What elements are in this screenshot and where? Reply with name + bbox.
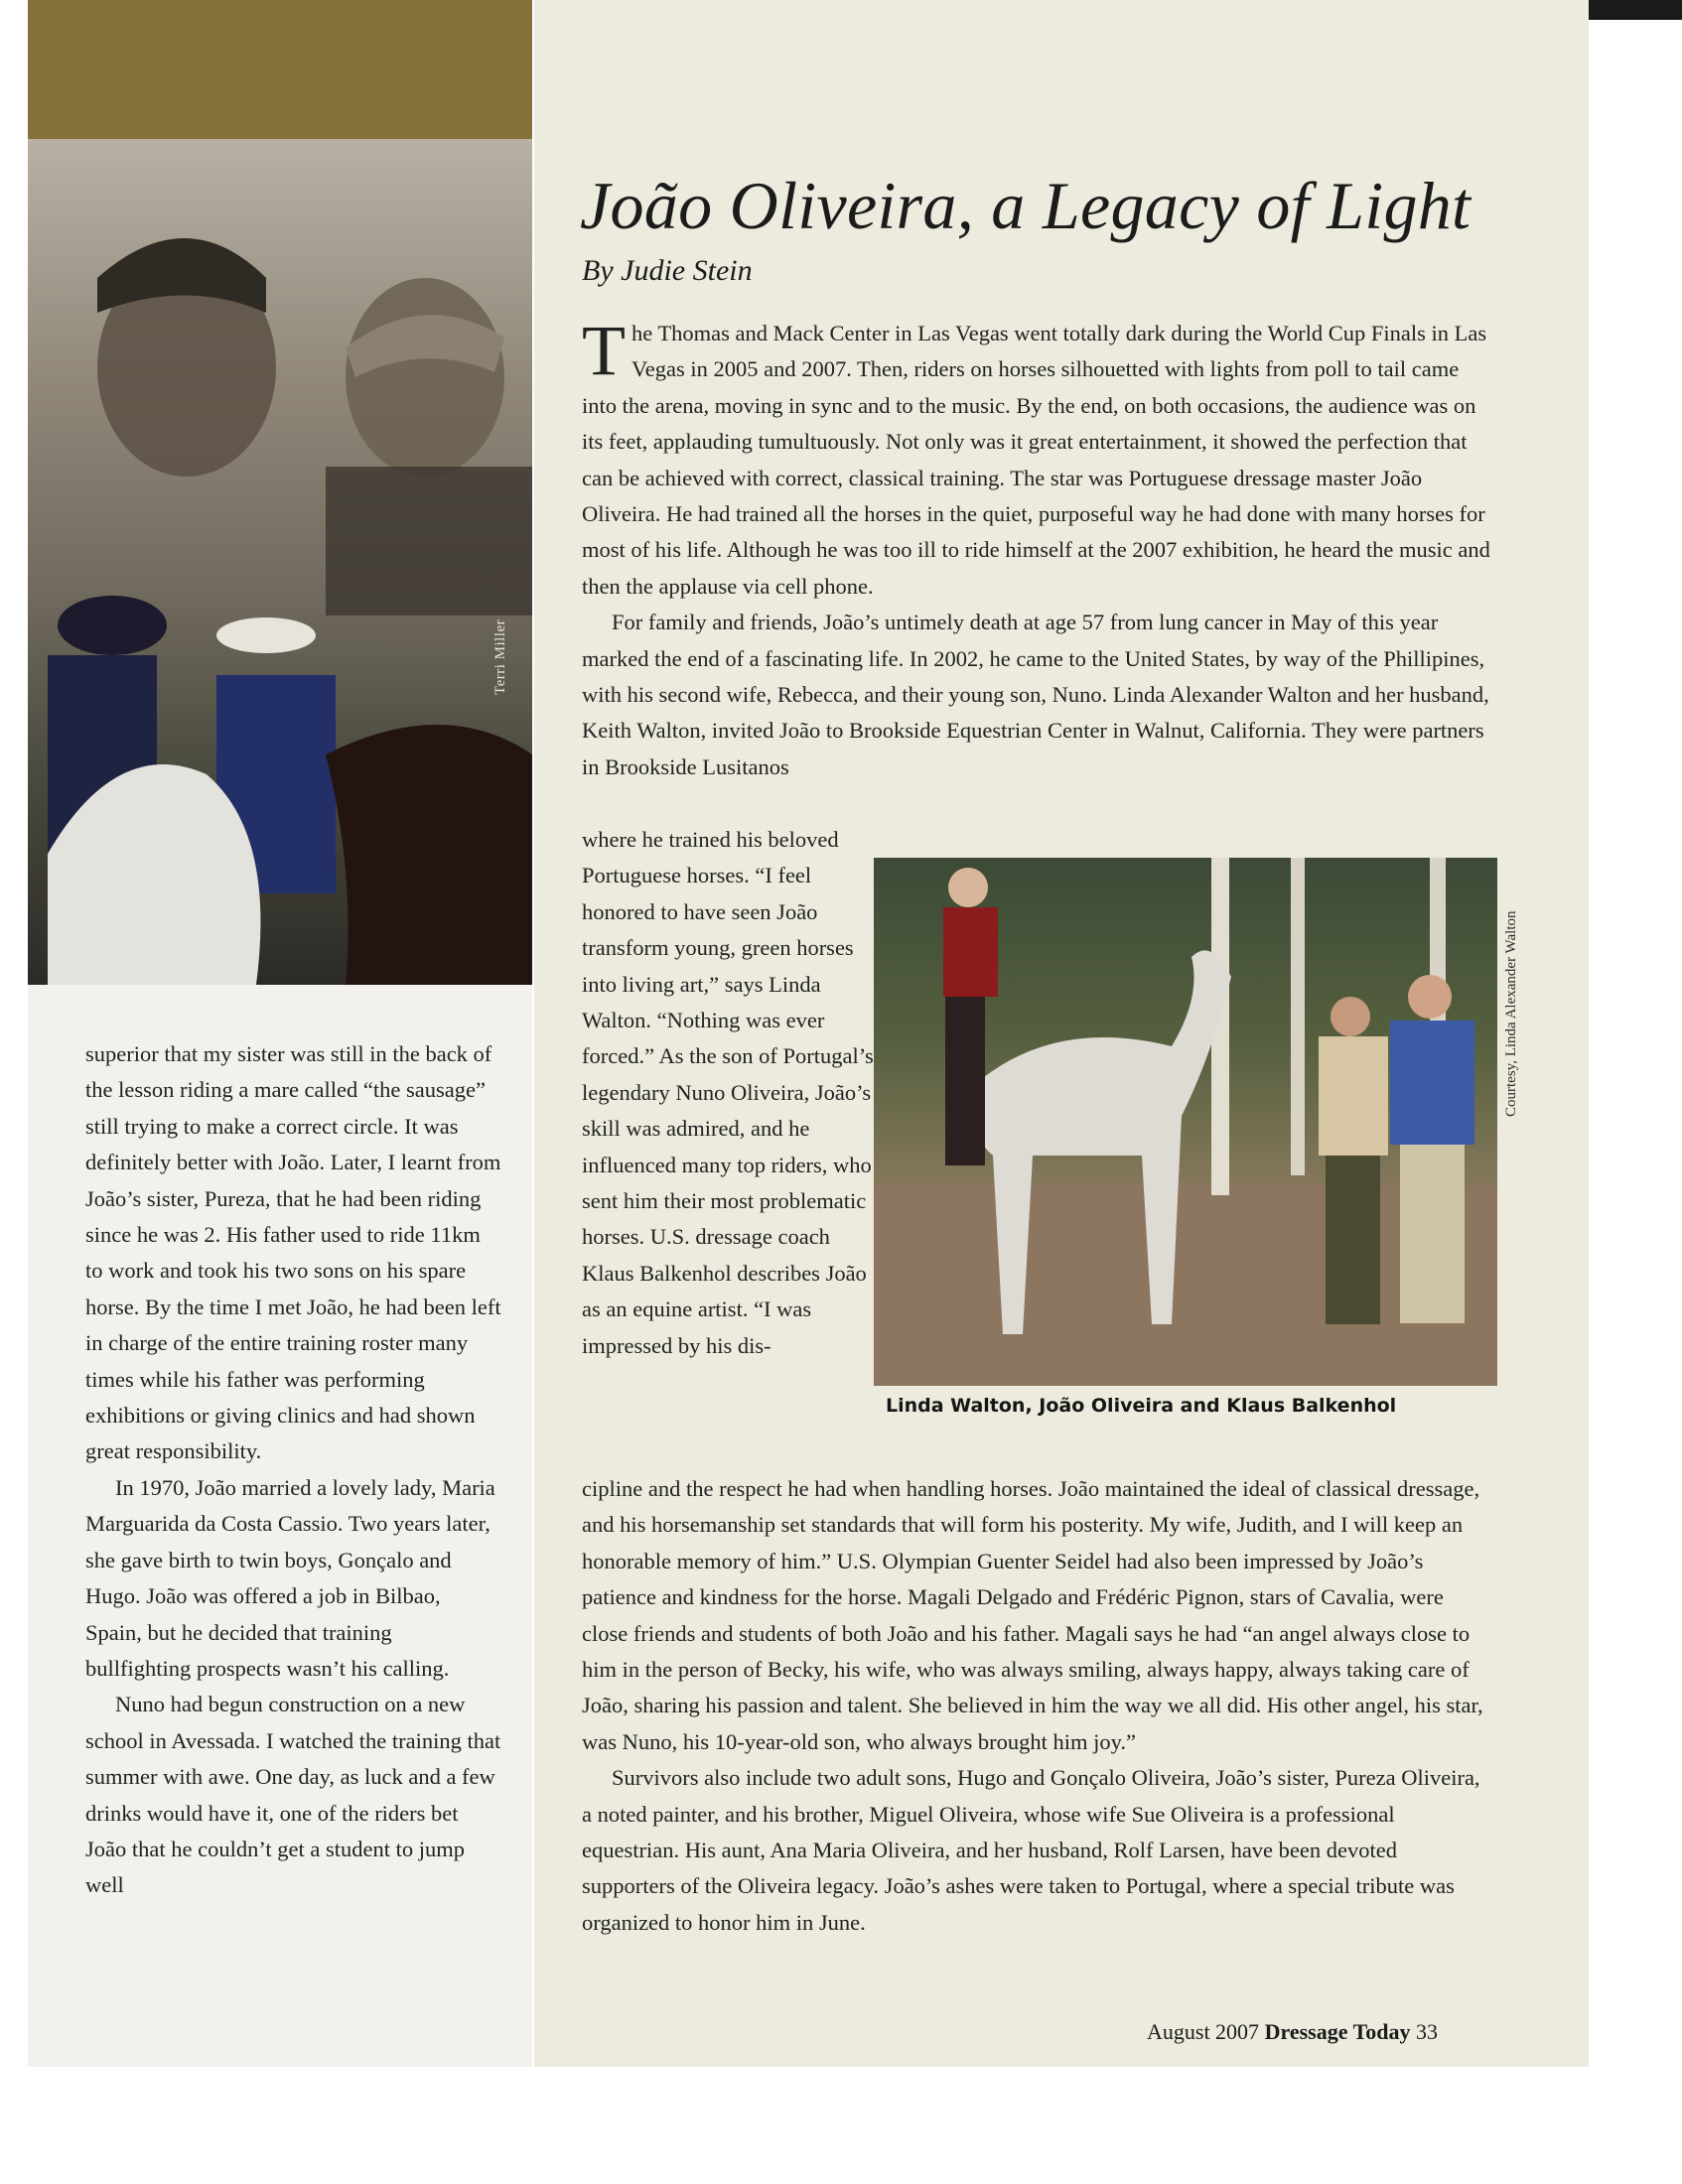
scan-edge (1588, 0, 1682, 20)
article-paragraph-1-text: he Thomas and Mack Center in Las Vegas went totally dark during the World Cup Finals in Las Vegas in 2005 and 2007. Then, riders on horses silhouetted with lights from poll to tail came into the arena, moving in sync and to the music. By the end, on both occasions, the audience was on its feet, applauding tumultuously. Not only was it great entertainment, it showed the perfection that can be achieved with correct, classical training. The star was Portuguese dressage master João Oliveira. He had trained all the horses in the quiet, purposeful way he had done with many horses for most of his life. Although he was too ill to ride himself at the 2007 exhibition, he heard the music and then the applause via cell phone. (582, 321, 1490, 599)
article-column-narrow (582, 822, 880, 1364)
article-paragraph-2-start: For family and friends, João’s untimely death at age 57 from lung cancer in May of this year marked the end of a fascinating life. In 2002, he came to the United States, by way of the Phillipines, with his second wife, Rebecca, and their young son, Nuno. Linda Alexander Walton and her husband, Keith Walton, invited João to Brookside Equestrian Center in Walnut, California. They were partners in Brookside Lusitanos (582, 610, 1489, 779)
left-paragraph-3: Nuno had begun construction on a new school in Avessada. I watched the training that summer with awe. One day, as luck and a few drinks would have it, one of the riders bet João that he couldn’t get a student to jump well (85, 1692, 501, 1898)
left-column-text (85, 1036, 502, 1904)
left-paragraph-1: superior that my sister was still in the back of the lesson riding a mare called “the sausage” still trying to make a correct circle. It was definitely better with João. Later, I learnt from João’s sister, Pureza, that he had been riding since he was 2. His father used to ride 11km to work and took his two sons on his spare horse. By the time I met João, he had been left in charge of the entire training roster many times while his father was performing exhibitions or giving clinics and had shown great responsibility. (85, 1041, 501, 1464)
article-column-bottom (582, 1471, 1490, 1941)
photo-credit-right: Courtesy, Linda Alexander Walton (1503, 910, 1519, 1117)
footer-magazine: Dressage Today (1264, 2019, 1411, 2044)
page-footer (1147, 2019, 1438, 2045)
photo-illustration-right (874, 858, 1497, 1386)
photo-walton-oliveira-balkenhol (874, 858, 1497, 1386)
article-paragraph-2-end: cipline and the respect he had when handling horses. João maintained the ideal of classical dressage, and his horsemanship set standards that will form his posterity. My wife, Judith, and I will keep an honorable memory of him.” U.S. Olympian Guenter Seidel had also been impressed by João’s patience and kindness for the horse. Magali Delgado and Frédéric Pignon, stars of Cavalia, were close friends and students of both João and his father. Magali says he had “an angel always close to him in the person of Becky, his wife, who was always smiling, always happy, always taking care of João, sharing his passion and talent. She believed in him the way we all did. His other angel, his star, was Nuno, his 10-year-old son, who always brought him joy.” (582, 1476, 1483, 1754)
photo-caption: Linda Walton, João Oliveira and Klaus Balkenhol (886, 1395, 1397, 1417)
footer-date: August 2007 (1147, 2019, 1260, 2044)
drop-cap: T (582, 311, 626, 390)
photo-credit-left: Terri Miller (492, 618, 508, 695)
article-byline: By Judie Stein (582, 254, 753, 287)
footer-page-number: 33 (1415, 2019, 1438, 2044)
left-paragraph-2: In 1970, João married a lovely lady, Maria Marguarida da Costa Cassio. Two years later, she gave birth to twin boys, Gonçalo and Hugo. João was offered a job in Bilbao, Spain, but he decided that training bullfighting prospects wasn’t his calling. (85, 1474, 495, 1681)
article-paragraph-2-middle: where he trained his beloved Portuguese horses. “I feel honored to have seen João transform young, green horses into living art,” says Linda Walton. “Nothing was ever forced.” As the son of Portugal’s legendary Nuno Oliveira, João’s skill was admired, and he influenced many top riders, who sent him their most problematic horses. U.S. dressage coach Klaus Balkenhol describes João as an equine artist. “I was impressed by his dis- (582, 827, 874, 1358)
photo-joao-father-and-riders (28, 139, 532, 985)
article-column-top (582, 311, 1490, 785)
article-paragraph-3: Survivors also include two adult sons, Hugo and Gonçalo Oliveira, João’s sister, Pureza Oliveira, a noted painter, and his brother, Miguel Oliveira, whose wife Sue Oliveira is a professional equestrian. His aunt, Ana Maria Oliveira, and her husband, Rolf Larsen, have been devoted supporters of the Oliveira legacy. João’s ashes were taken to Portugal, where a special tribute was organized to honor him in June. (582, 1765, 1480, 1935)
article-title: João Oliveira, a Legacy of Light (580, 168, 1472, 243)
olive-color-block (28, 0, 532, 139)
article-paragraph-1 (582, 311, 1490, 605)
photo-illustration (28, 139, 532, 985)
